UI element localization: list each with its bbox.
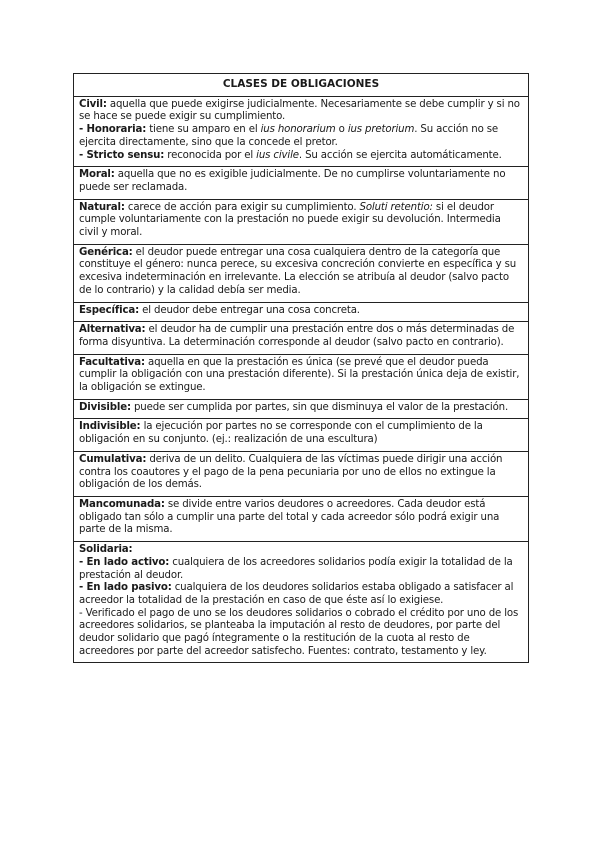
row-indivisible — [74, 418, 528, 450]
civil-honoraria — [79, 124, 523, 149]
row-especifica — [74, 302, 528, 322]
honoraria-text-c: . Su acción no se ejercita directamente, sino que la concede el pretor. — [79, 124, 499, 148]
natural-text-a: carece de acción para exigir su cumplimiento. — [124, 201, 360, 213]
mancomunada-text: se divide entre varios deudores o acreedores. Cada deudor está obligado tan sólo a cumplir una parte del total y cada acreedor sólo podrá exigir una parte de la misma. — [79, 498, 500, 536]
row-mancomunada — [74, 496, 528, 541]
civil-stricto — [79, 150, 523, 163]
term-facultativa: Facultativa: — [79, 356, 145, 368]
term-generica: Genérica: — [79, 246, 133, 258]
term-alternativa: Alternativa: — [79, 324, 146, 336]
row-natural — [74, 199, 528, 244]
row-alternativa — [74, 321, 528, 353]
civil-definition — [79, 99, 523, 124]
term-lado-pasivo: - En lado pasivo: — [79, 582, 172, 594]
term-natural: Natural: — [79, 201, 125, 213]
term-indivisible: Indivisible: — [79, 421, 141, 433]
facultativa-text: aquella en que la prestación es única (se prevé que el deudor pueda cumplir la obligación con una prestación diferente). Si la prestación única deja de existir, la obligación se extingue. — [79, 356, 520, 394]
alternativa-text: el deudor ha de cumplir una prestación entre dos o más determinadas de forma disyuntiva. La determinación corresponde al deudor (salvo pacto en contrario). — [79, 324, 515, 348]
solidaria-verificado: - Verificado el pago de uno se los deudores solidarios o cobrado el crédito por uno de los acreedores solidarios, se planteaba la imputación al resto de deudores, por parte del deudor solidario que pagó íntegramente o la restitución de la cuota al resto de acreedores por parte del acreedor satisfecho. Fuentes: contrato, testamento y ley. — [79, 607, 519, 657]
table-title: CLASES DE OBLIGACIONES — [222, 78, 380, 90]
honoraria-text-b: o — [335, 124, 348, 136]
activo-text: cualquiera de los acreedores solidarios podía exigir la totalidad de la prestación al deudor. — [79, 556, 513, 581]
row-civil — [74, 96, 528, 167]
generica-text: el deudor puede entregar una cosa cualquiera dentro de la categoría que constituye el género: nunca perece, su excesiva concreción convierte en específica y su excesiva indeterminación en irrelevante. La elección se atribuía al deudor (salvo pacto de lo contrario) y la calidad debía ser media. — [79, 246, 517, 296]
term-moral: Moral: — [79, 169, 115, 181]
term-mancomunada: Mancomunada: — [79, 498, 165, 510]
term-solidaria: Solidaria: — [79, 544, 133, 556]
natural-italic: Soluti retentio: — [359, 201, 433, 213]
obligations-table — [73, 73, 529, 663]
term-stricto-sensu: - Stricto sensu: — [79, 149, 165, 161]
term-cumulativa: Cumulativa: — [79, 453, 147, 465]
row-generica — [74, 244, 528, 302]
term-especifica: Específica: — [79, 304, 140, 316]
stricto-text-b: . Su acción se ejercita automáticamente. — [298, 149, 502, 161]
solidaria-activo — [79, 557, 523, 582]
row-divisible — [74, 399, 528, 419]
row-facultativa — [74, 354, 528, 399]
term-divisible: Divisible: — [79, 401, 131, 413]
honoraria-italic-2: ius pretorium — [347, 124, 415, 136]
especifica-text: el deudor debe entregar una cosa concreta. — [139, 304, 360, 316]
moral-text: aquella que no es exigible judicialmente. De no cumplirse voluntariamente no puede ser reclamada. — [79, 169, 506, 193]
term-lado-activo: - En lado activo: — [79, 556, 170, 568]
term-honoraria: - Honoraria: — [79, 124, 147, 136]
cumulativa-text: deriva de un delito. Cualquiera de las víctimas puede dirigir una acción contra los coautores y el pago de la pena pecuniaria por uno de ellos no extingue la obligación de los demás. — [79, 453, 503, 491]
row-moral — [74, 166, 528, 198]
stricto-italic: ius civile — [256, 149, 299, 161]
stricto-text-a: reconocida por el — [164, 149, 257, 161]
row-cumulativa — [74, 451, 528, 496]
natural-text-b: si el deudor cumple voluntariamente con la prestación no puede exigir su devolución. Intermedia civil y moral. — [79, 201, 501, 239]
honoraria-text-a: tiene su amparo en el — [146, 124, 261, 136]
solidaria-pasivo — [79, 582, 523, 607]
divisible-text: puede ser cumplida por partes, sin que disminuya el valor de la prestación. — [130, 401, 509, 413]
term-civil: Civil: — [79, 98, 107, 110]
civil-text: aquella que puede exigirse judicialmente. Necesariamente se debe cumplir y si no se hace se puede exigir su cumplimiento. — [79, 98, 520, 123]
indivisible-text: la ejecución por partes no se corresponde con el cumplimiento de la obligación en su conjunto. (ej.: realización de una escultura) — [79, 421, 483, 446]
row-solidaria — [74, 541, 528, 662]
pasivo-text: cualquiera de los deudores solidarios estaba obligado a satisfacer al acreedor la totalidad de la prestación en caso de que éste así lo exigiese. — [79, 582, 514, 606]
honoraria-italic-1: ius honorarium — [260, 124, 336, 136]
